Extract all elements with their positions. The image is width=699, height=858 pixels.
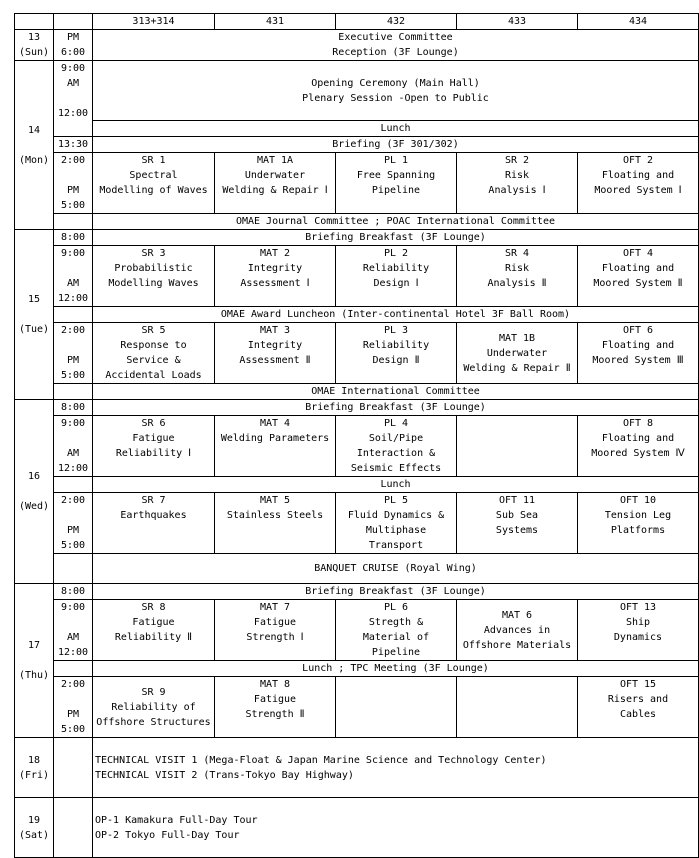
session-cell <box>336 600 457 661</box>
session-title: Transport <box>368 540 424 551</box>
time-cell <box>54 323 93 384</box>
time-cell <box>54 246 93 307</box>
session-cell <box>93 600 215 661</box>
event-text: BANQUET CRUISE (Royal Wing) <box>314 563 477 574</box>
time-label: PM <box>66 185 80 196</box>
session-title: Strength Ⅱ <box>245 709 305 720</box>
time-label: 8:00 <box>60 586 86 597</box>
session-code: MAT 6 <box>501 609 533 621</box>
day-label <box>15 798 54 858</box>
session-title: Floating and <box>601 433 675 444</box>
room-header: 431 <box>215 14 336 30</box>
event-text: Lunch <box>380 479 411 490</box>
session-title: Risers and <box>607 694 669 705</box>
session-code: PL 3 <box>383 325 409 336</box>
day-date: 13 <box>27 32 41 43</box>
session-title: Service & <box>126 355 181 366</box>
session-title: Floating and <box>601 340 675 351</box>
event-text: Briefing Breakfast (3F Lounge) <box>305 402 486 413</box>
event-text: OP-1 Kamakura Full-Day Tour <box>95 814 258 826</box>
event-text: TECHNICAL VISIT 2 (Trans-Tokyo Bay Highway) <box>95 769 354 781</box>
day-label <box>15 230 54 400</box>
session-title: Probabilistic <box>114 263 193 274</box>
day-weekday: (Tue) <box>18 324 50 335</box>
time-label: 12:00 <box>57 293 89 304</box>
session-cell <box>578 246 699 307</box>
session-title: Tension Leg <box>604 510 672 521</box>
session-cell <box>457 246 578 307</box>
session-title: Reliability <box>362 263 430 274</box>
session-cell <box>215 677 336 738</box>
session-code: SR 6 <box>141 418 166 429</box>
time-cell <box>54 153 93 214</box>
session-cell <box>578 323 699 384</box>
time-label: 5:00 <box>60 200 86 211</box>
session-title: Spectral <box>129 170 178 181</box>
time-label: AM <box>66 632 80 643</box>
event-text: Briefing (3F 301/302) <box>332 139 459 150</box>
time-label: PM <box>66 32 80 43</box>
session-code: SR 1 <box>141 155 166 166</box>
session-title: Strength Ⅰ <box>246 632 304 643</box>
session-title: Assessment Ⅱ <box>239 355 311 366</box>
session-code: SR 9 <box>141 686 166 698</box>
session-title: Earthquakes <box>120 510 187 521</box>
room-header: 313+314 <box>93 14 215 30</box>
day-weekday: (Wed) <box>18 501 50 512</box>
session-code: PL 6 <box>383 602 409 613</box>
session-cell <box>215 153 336 214</box>
time-cell <box>54 214 93 230</box>
room-header: 433 <box>457 14 578 30</box>
time-cell <box>54 554 93 584</box>
time-label: 5:00 <box>60 370 86 381</box>
session-title: Response to <box>120 340 187 351</box>
room-header: 432 <box>336 14 457 30</box>
session-title: Reliability <box>362 340 430 351</box>
session-title: Design Ⅱ <box>372 355 420 366</box>
time-label: AM <box>66 278 80 289</box>
event-text: Opening Ceremony (Main Hall) <box>311 77 480 89</box>
event-cell <box>93 307 699 323</box>
time-cell <box>54 307 93 323</box>
time-label: 2:00 <box>60 325 86 336</box>
time-label: 12:00 <box>57 463 89 474</box>
session-title: Accidental Loads <box>105 370 202 381</box>
session-cell <box>336 416 457 477</box>
session-code: SR 8 <box>141 602 166 613</box>
time-label: 2:00 <box>60 495 86 506</box>
event-cell <box>93 584 699 600</box>
session-cell <box>578 493 699 554</box>
time-label: AM <box>66 448 80 459</box>
time-label: AM <box>66 78 80 89</box>
time-label: 13:30 <box>57 139 89 150</box>
session-title: Stregth & <box>368 617 424 628</box>
session-cell <box>336 323 457 384</box>
day-weekday: (Sun) <box>18 47 50 58</box>
event-text: OMAE Award Luncheon (Inter-continental Hotel 3F Ball Room) <box>220 309 571 320</box>
session-cell <box>93 677 215 738</box>
session-cell <box>215 600 336 661</box>
event-text: OMAE International Committee <box>311 386 480 397</box>
session-title: Free Spanning <box>356 170 436 181</box>
session-title: Sub Sea <box>495 510 539 521</box>
session-cell <box>215 246 336 307</box>
event-cell <box>93 61 699 121</box>
time-label: 2:00 <box>60 155 86 166</box>
time-cell <box>54 798 93 858</box>
day-label <box>15 400 54 584</box>
time-cell <box>54 384 93 400</box>
day-date: 15 <box>27 294 41 305</box>
session-cell <box>93 153 215 214</box>
session-title: Underwater <box>244 170 306 181</box>
session-title: Pipeline <box>371 647 421 658</box>
session-code: PL 4 <box>383 418 409 429</box>
session-code: MAT 3 <box>259 325 291 336</box>
session-cell <box>578 416 699 477</box>
session-title: Fatigue <box>253 694 297 705</box>
time-cell <box>54 416 93 477</box>
event-text: Lunch <box>380 123 411 134</box>
session-title: Offshore Materials <box>462 639 572 651</box>
event-cell <box>93 230 699 246</box>
session-title: Integrity <box>247 263 303 274</box>
event-cell <box>93 400 699 416</box>
header-blank <box>15 14 54 30</box>
event-cell <box>93 214 699 230</box>
session-cell <box>93 416 215 477</box>
session-title: Risk <box>504 263 530 274</box>
session-title: Floating and <box>601 263 675 274</box>
session-title: Cables <box>619 709 657 720</box>
session-code: MAT 1A <box>256 155 294 166</box>
time-cell <box>54 30 93 61</box>
session-code: PL 5 <box>383 495 409 506</box>
time-label: 8:00 <box>60 402 86 413</box>
session-code: MAT 2 <box>259 248 291 259</box>
event-cell <box>93 554 699 584</box>
session-title: Welding & Repair Ⅰ <box>222 185 328 196</box>
time-label: 12:00 <box>57 647 89 658</box>
day-weekday: (Fri) <box>18 769 50 781</box>
day-weekday: (Mon) <box>18 154 50 166</box>
session-title: Moored System Ⅰ <box>594 185 682 196</box>
schedule-table <box>14 13 699 858</box>
day-date: 19 <box>27 814 41 826</box>
session-code: OFT 6 <box>622 325 654 336</box>
time-cell <box>54 137 93 153</box>
event-cell <box>93 661 699 677</box>
time-label: PM <box>66 709 80 720</box>
session-title: Advances in <box>483 624 551 636</box>
event-text: Lunch ; TPC Meeting (3F Lounge) <box>302 663 489 674</box>
event-text: TECHNICAL VISIT 1 (Mega-Float & Japan Marine Science and Technology Center) <box>95 754 547 766</box>
session-code: OFT 4 <box>622 248 654 259</box>
time-cell <box>54 230 93 246</box>
session-cell <box>215 493 336 554</box>
time-cell <box>54 584 93 600</box>
session-code: OFT 8 <box>622 418 654 429</box>
time-cell <box>54 477 93 493</box>
time-label: PM <box>66 525 80 536</box>
session-cell <box>93 493 215 554</box>
session-code: MAT 8 <box>259 679 291 690</box>
time-cell <box>54 661 93 677</box>
session-title: Soil/Pipe <box>368 433 424 444</box>
event-cell <box>93 137 699 153</box>
time-cell <box>54 400 93 416</box>
session-code: MAT 4 <box>259 418 291 429</box>
session-title: Reliability Ⅱ <box>114 632 193 643</box>
event-text: Briefing Breakfast (3F Lounge) <box>305 586 486 597</box>
session-cell <box>336 493 457 554</box>
event-text: OMAE Journal Committee ; POAC International Committee <box>235 216 556 227</box>
day-date: 17 <box>27 640 41 651</box>
session-title: Moored System Ⅲ <box>592 355 684 366</box>
session-title: Moored System Ⅳ <box>591 448 685 459</box>
session-cell <box>215 416 336 477</box>
session-code: SR 3 <box>141 248 166 259</box>
session-title: Fatigue <box>132 617 175 628</box>
session-title: Systems <box>495 525 539 536</box>
session-title: Moored System Ⅱ <box>593 278 683 289</box>
session-title: Ship <box>625 617 651 628</box>
time-label: 9:00 <box>60 248 86 259</box>
session-title: Fatigue <box>132 433 175 444</box>
day-label <box>15 30 54 61</box>
header-row <box>15 14 699 30</box>
session-cell <box>578 600 699 661</box>
session-title: Integrity <box>247 340 303 351</box>
day-date: 16 <box>27 471 41 482</box>
time-label: 2:00 <box>60 679 86 690</box>
session-cell <box>93 323 215 384</box>
session-code: OFT 15 <box>619 679 657 690</box>
session-title: Risk <box>504 170 530 181</box>
time-label: 5:00 <box>60 724 86 735</box>
session-title: Multiphase <box>365 525 427 536</box>
time-label: 9:00 <box>60 63 86 74</box>
session-cell <box>578 677 699 738</box>
day-label <box>15 584 54 738</box>
session-title: Floating and <box>601 170 675 181</box>
event-cell <box>93 121 699 137</box>
day-weekday: (Thu) <box>18 670 50 681</box>
session-title: Material of <box>362 632 430 643</box>
session-cell <box>336 153 457 214</box>
time-cell <box>54 677 93 738</box>
session-code: MAT 7 <box>259 602 291 613</box>
time-label: 5:00 <box>60 540 86 551</box>
session-code: SR 2 <box>504 155 530 166</box>
session-title: Welding Parameters <box>220 433 330 444</box>
event-text: OP-2 Tokyo Full-Day Tour <box>95 829 240 841</box>
session-title: Welding & Repair Ⅱ <box>463 362 571 374</box>
session-code: SR 4 <box>504 248 530 259</box>
session-title: Assessment Ⅰ <box>240 278 310 289</box>
event-text: Briefing Breakfast (3F Lounge) <box>305 232 486 243</box>
session-title: Underwater <box>486 347 548 359</box>
time-label: 8:00 <box>60 232 86 243</box>
empty-cell <box>457 677 578 738</box>
session-title: Offshore Structures <box>96 716 211 728</box>
event-text: Reception (3F Lounge) <box>332 47 459 58</box>
event-cell <box>93 30 699 61</box>
event-cell <box>93 384 699 400</box>
session-code: OFT 13 <box>619 602 657 613</box>
session-cell <box>93 246 215 307</box>
day-label <box>15 738 54 798</box>
time-label: PM <box>66 355 80 366</box>
session-code: OFT 11 <box>498 495 536 506</box>
session-title: Interaction & <box>356 448 436 459</box>
session-code: OFT 2 <box>622 155 654 166</box>
session-cell <box>457 600 578 661</box>
header-blank <box>54 14 93 30</box>
session-code: MAT 5 <box>259 495 291 506</box>
session-title: Pipeline <box>371 185 421 196</box>
session-title: Analysis Ⅰ <box>488 185 546 196</box>
session-title: Stainless Steels <box>226 510 324 521</box>
event-cell <box>93 477 699 493</box>
event-cell <box>93 738 699 798</box>
session-cell <box>457 323 578 384</box>
time-label: 6:00 <box>60 47 86 58</box>
session-title: Fatigue <box>253 617 297 628</box>
session-title: Reliability of <box>111 701 196 713</box>
session-title: Dynamics <box>613 632 663 643</box>
room-header: 434 <box>578 14 699 30</box>
session-code: OFT 10 <box>619 495 657 506</box>
time-cell <box>54 738 93 798</box>
day-label <box>15 61 54 230</box>
event-cell <box>93 798 699 858</box>
session-code: PL 2 <box>383 248 409 259</box>
event-text: Executive Committee <box>338 32 453 43</box>
session-title: Modelling Waves <box>108 278 199 289</box>
session-title: Fluid Dynamics & <box>347 510 445 521</box>
session-code: SR 7 <box>141 495 166 506</box>
time-label: 12:00 <box>57 108 89 119</box>
session-title: Analysis Ⅱ <box>487 278 547 289</box>
session-title: Platforms <box>610 525 666 536</box>
session-cell <box>215 323 336 384</box>
session-code: PL 1 <box>383 155 409 166</box>
session-title: Seismic Effects <box>350 463 442 474</box>
session-cell <box>457 493 578 554</box>
empty-cell <box>457 416 578 477</box>
day-weekday: (Sat) <box>18 829 50 841</box>
session-title: Reliability Ⅰ <box>115 448 192 459</box>
time-label: 9:00 <box>60 418 86 429</box>
day-date: 14 <box>27 124 41 136</box>
time-label: 9:00 <box>60 602 86 613</box>
session-title: Modelling of Waves <box>99 185 208 196</box>
event-text: Plenary Session -Open to Public <box>302 92 489 104</box>
session-code: MAT 1B <box>498 332 536 344</box>
session-cell <box>457 153 578 214</box>
empty-cell <box>336 677 457 738</box>
day-date: 18 <box>27 754 41 766</box>
time-cell <box>54 493 93 554</box>
session-title: Design Ⅰ <box>373 278 419 289</box>
time-cell <box>54 61 93 137</box>
session-cell <box>578 153 699 214</box>
time-cell <box>54 600 93 661</box>
session-code: SR 5 <box>141 325 166 336</box>
session-cell <box>336 246 457 307</box>
